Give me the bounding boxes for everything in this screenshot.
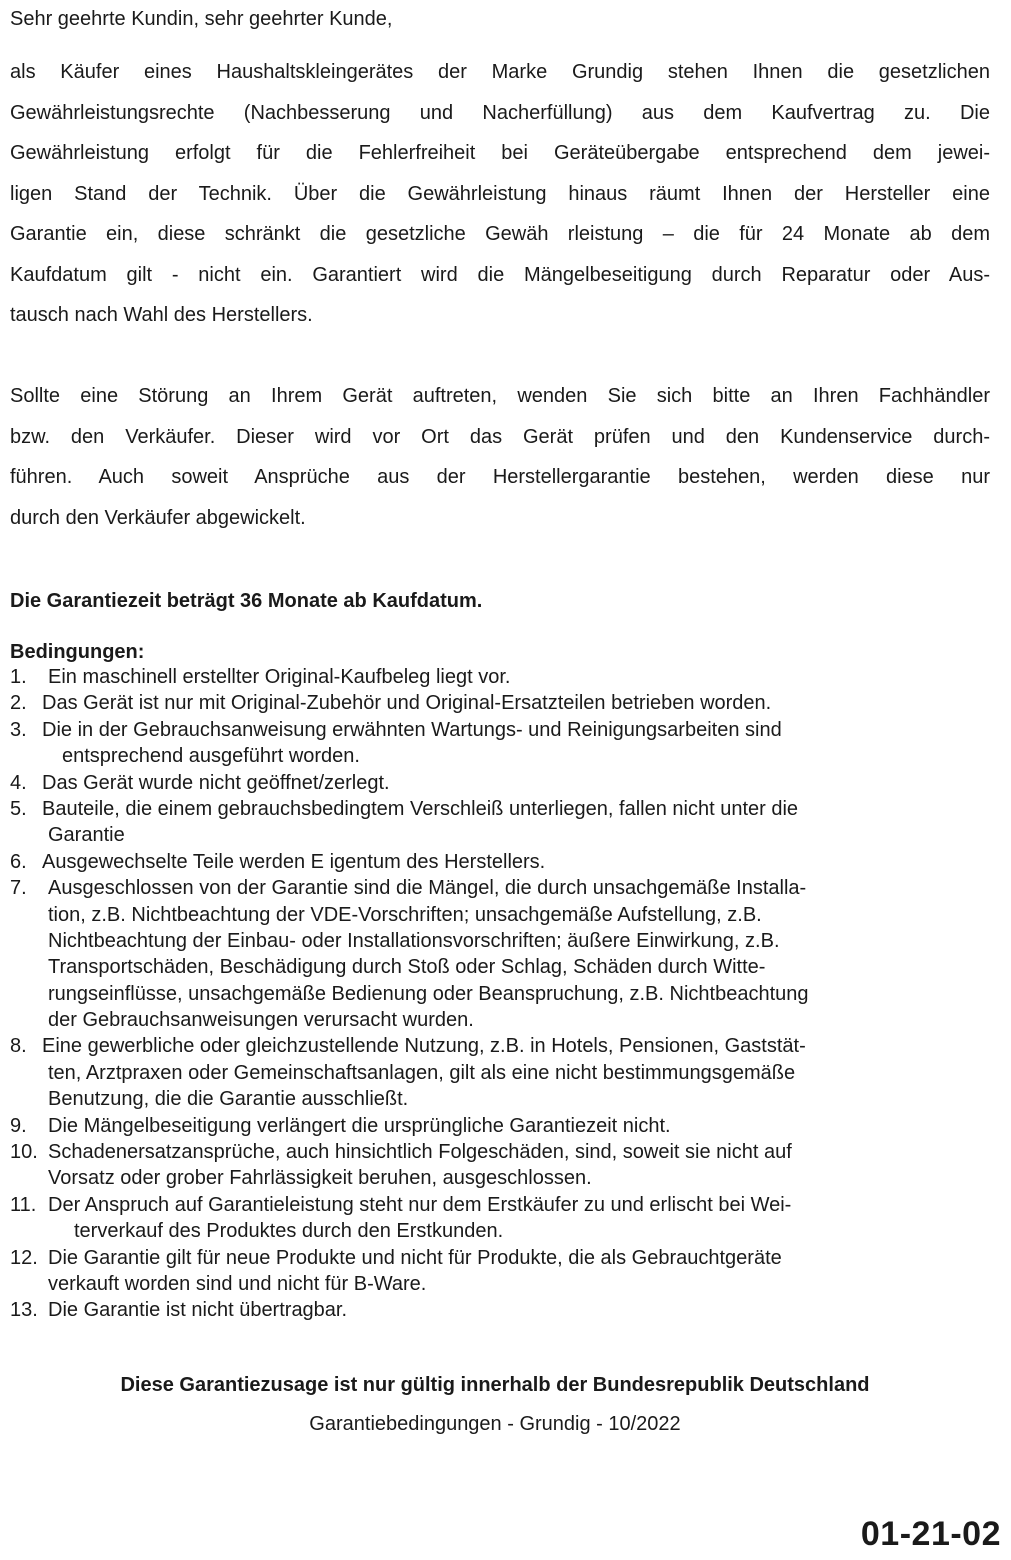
condition-number: 5. <box>10 797 27 820</box>
salutation: Sehr geehrte Kundin, sehr geehrter Kunde, <box>10 8 393 30</box>
condition-text: der Gebrauchsanweisungen verursacht wurden. <box>48 1009 474 1032</box>
condition-item <box>10 1113 990 1139</box>
document-reference: Garantiebedingungen - Grundig - 10/2022 <box>309 1413 681 1435</box>
text-line: Gewährleistung erfolgt für die Fehlerfreiheit bei Geräteübergabe entsprechend dem jewei- <box>10 142 990 164</box>
condition-item <box>10 690 990 716</box>
text-line: Kaufdatum gilt - nicht ein. Garantiert wird die Mängelbeseitigung durch Reparatur oder Aus- <box>10 263 990 286</box>
condition-text: Transportschäden, Beschädigung durch Stoß oder Schlag, Schäden durch Witte- <box>48 956 766 979</box>
condition-item <box>10 796 990 849</box>
document-code: 01-21-02 <box>860 1515 1001 1553</box>
condition-number: 8. <box>10 1035 27 1058</box>
condition-text: terverkauf des Produktes durch den Erstkunden. <box>74 1220 504 1243</box>
condition-text: Garantie <box>48 824 125 847</box>
condition-text: Vorsatz oder grober Fahrlässigkeit beruhen, ausgeschlossen. <box>48 1167 592 1190</box>
condition-item <box>10 1297 990 1323</box>
condition-text: Eine gewerbliche oder gleichzustellende Nutzung, z.B. in Hotels, Pensionen, Gaststät- <box>42 1035 806 1058</box>
condition-text: Bauteile, die einem gebrauchsbedingtem Verschleiß unterliegen, fallen nicht unter die <box>42 797 799 820</box>
condition-text: Die Mängelbeseitigung verlängert die ursprüngliche Garantiezeit nicht. <box>48 1114 671 1137</box>
text-line: Sollte eine Störung an Ihrem Gerät auftreten, wenden Sie sich bitte an Ihren Fachhändler <box>10 385 990 407</box>
condition-item <box>10 875 990 1033</box>
condition-text: Benutzung, die die Garantie ausschließt. <box>48 1088 409 1111</box>
text-line: Garantie ein, diese schränkt die gesetzliche Gewäh rleistung – die für 24 Monate ab dem <box>10 223 990 245</box>
condition-number: 7. <box>10 877 27 900</box>
condition-item <box>10 1192 990 1245</box>
condition-number: 6. <box>10 850 27 873</box>
condition-number: 1. <box>10 666 27 688</box>
condition-text: Nichtbeachtung der Einbau- oder Installationsvorschriften; äußere Einwirkung, z.B. <box>48 929 780 952</box>
condition-number: 13. <box>10 1299 38 1322</box>
conditions-heading: Bedingungen: <box>10 641 145 663</box>
paragraph-malfunction-contact <box>10 376 990 538</box>
condition-item <box>10 1139 990 1192</box>
condition-number: 2. <box>10 692 27 715</box>
condition-item <box>10 1245 990 1298</box>
text-line: als Käufer eines Haushaltskleingerätes der Marke Grundig stehen Ihnen die gesetzlichen <box>10 61 990 83</box>
condition-number: 12. <box>10 1246 38 1269</box>
validity-notice: Diese Garantiezusage ist nur gültig innerhalb der Bundesrepublik Deutschland <box>120 1374 870 1396</box>
condition-text: Die Garantie ist nicht übertragbar. <box>48 1299 348 1322</box>
conditions-list <box>10 664 990 1324</box>
text-line: tausch nach Wahl des Herstellers. <box>10 304 313 326</box>
text-line: Gewährleistungsrechte (Nachbesserung und Nacherfüllung) aus dem Kaufvertrag zu. Die <box>10 101 990 124</box>
condition-text: Ausgeschlossen von der Garantie sind die Mängel, die durch unsachgemäße Installa- <box>48 877 807 900</box>
condition-item <box>10 664 990 690</box>
condition-text: Ausgewechselte Teile werden E igentum des Herstellers. <box>42 850 546 873</box>
condition-number: 3. <box>10 718 27 741</box>
condition-text: Schadenersatzansprüche, auch hinsichtlich Folgeschäden, sind, soweit sie nicht auf <box>48 1141 792 1164</box>
condition-text: Die Garantie gilt für neue Produkte und nicht für Produkte, die als Gebrauchtgeräte <box>48 1246 782 1269</box>
text-line: bzw. den Verkäufer. Dieser wird vor Ort das Gerät prüfen und den Kundenservice durch- <box>10 425 990 448</box>
paragraph-statutory-warranty <box>10 52 990 336</box>
warranty-period-statement: Die Garantiezeit beträgt 36 Monate ab Kaufdatum. <box>10 590 483 612</box>
condition-number: 9. <box>10 1114 27 1137</box>
condition-text: Das Gerät wurde nicht geöffnet/zerlegt. <box>42 771 390 794</box>
text-line: ligen Stand der Technik. Über die Gewährleistung hinaus räumt Ihnen der Hersteller eine <box>10 182 990 205</box>
condition-number: 10. <box>10 1141 38 1164</box>
condition-text: Der Anspruch auf Garantieleistung steht nur dem Erstkäufer zu und erlischt bei Wei- <box>48 1193 792 1216</box>
condition-number: 4. <box>10 771 27 794</box>
condition-text: Ein maschinell erstellter Original-Kaufbeleg liegt vor. <box>48 666 511 688</box>
condition-text: ten, Arztpraxen oder Gemeinschaftsanlagen, gilt als eine nicht bestimmungsgemäße <box>48 1061 796 1084</box>
condition-text: entsprechend ausgeführt worden. <box>62 745 360 768</box>
condition-item <box>10 849 990 875</box>
condition-item <box>10 770 990 796</box>
condition-text: tion, z.B. Nichtbeachtung der VDE-Vorschriften; unsachgemäße Aufstellung, z.B. <box>48 903 762 926</box>
condition-item <box>10 717 990 770</box>
text-line: durch den Verkäufer abgewickelt. <box>10 506 306 529</box>
text-line: führen. Auch soweit Ansprüche aus der Herstellergarantie bestehen, werden diese nur <box>10 466 990 488</box>
condition-item <box>10 1033 990 1112</box>
condition-text: rungseinflüsse, unsachgemäße Bedienung oder Beanspruchung, z.B. Nichtbeachtung <box>48 982 809 1005</box>
condition-number: 11. <box>10 1193 37 1216</box>
condition-text: Das Gerät ist nur mit Original-Zubehör und Original-Ersatzteilen betrieben worden. <box>42 692 772 715</box>
condition-text: Die in der Gebrauchsanweisung erwähnten Wartungs- und Reinigungsarbeiten sind <box>42 718 782 741</box>
condition-text: verkauft worden sind und nicht für B-Ware. <box>48 1272 427 1295</box>
